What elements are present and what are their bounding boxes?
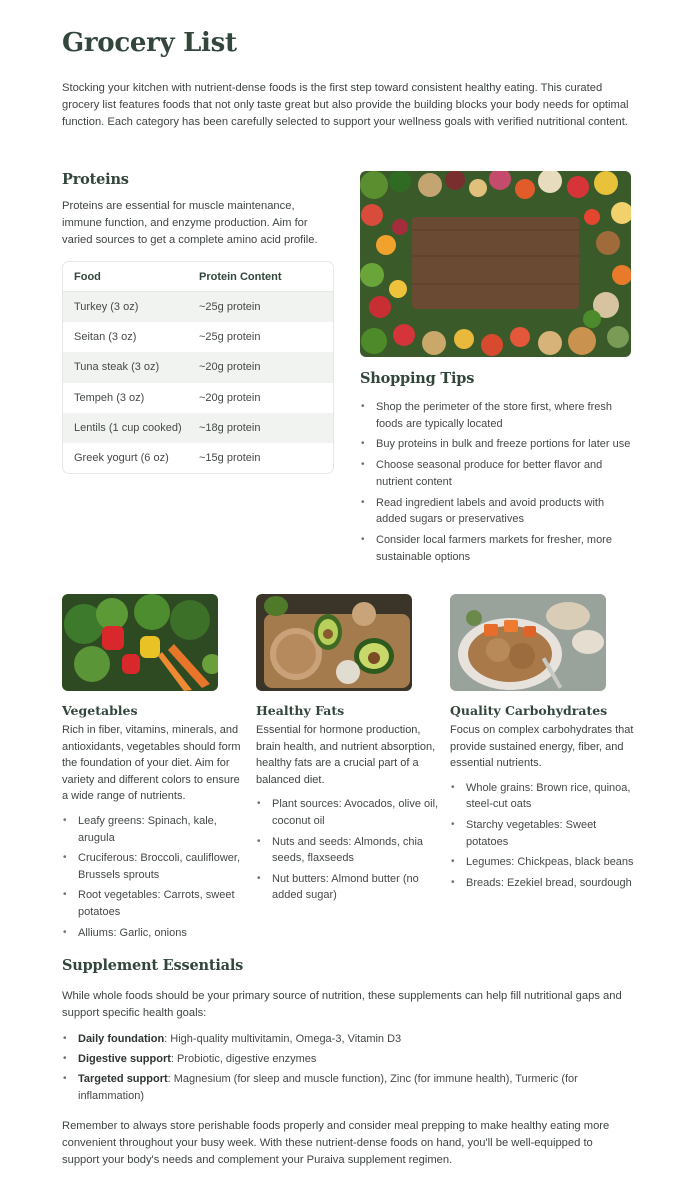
list-item — [62, 1071, 632, 1104]
table-row — [63, 383, 333, 413]
list-item: • Cruciferous: Broccoli, cauliflower, Brussels sprouts — [62, 850, 246, 883]
food-cell: Turkey (3 oz) — [74, 301, 139, 314]
vegetables-illustration — [62, 594, 218, 691]
proteins-section — [62, 171, 334, 474]
list-item — [62, 1031, 632, 1048]
protein-table-header — [63, 262, 333, 292]
table-row — [63, 443, 333, 473]
supplements-description: While whole foods should be your primary source of nutrition, these supplements can help fill nutritional gaps and support specific health goals: — [62, 990, 622, 1019]
vegetables-heading: Vegetables — [62, 703, 138, 718]
intro-paragraph: Stocking your kitchen with nutrient-dense foods is the first step toward consistent healthy eating. This curated grocery list features foods that not only taste great but also provide the building blocks your body needs for optimal function. Each category has been carefully selected to support your wellness goals with verified nutritional content. — [62, 82, 629, 128]
table-row — [63, 352, 333, 382]
list-item: • Consider local farmers markets for fresher, more sustainable options — [360, 532, 632, 565]
protein-cell: ~18g protein — [199, 421, 261, 434]
produce-flatlay-illustration — [360, 171, 631, 357]
food-cell: Greek yogurt (6 oz) — [74, 452, 169, 465]
list-item: • Shop the perimeter of the store first, where fresh foods are typically located — [360, 399, 632, 432]
vegetables-description: Rich in fiber, vitamins, minerals, and antioxidants, vegetables should form the foundation of your diet. Aim for variety and different colors to ensure a wide range of nutrients. — [62, 724, 241, 803]
healthy-fats-illustration — [256, 594, 412, 691]
healthy-fats-image — [256, 594, 412, 691]
protein-cell: ~25g protein — [199, 301, 261, 314]
protein-cell: ~20g protein — [199, 361, 261, 374]
list-item: • Choose seasonal produce for better flavor and nutrient content — [360, 457, 632, 490]
list-item: • Whole grains: Brown rice, quinoa, steel-cut oats — [450, 780, 634, 813]
food-cell: Seitan (3 oz) — [74, 331, 137, 344]
food-cell: Tempeh (3 oz) — [74, 391, 145, 404]
quality-carbs-heading: Quality Carbohydrates — [450, 703, 608, 718]
proteins-heading: Proteins — [62, 171, 129, 188]
list-item: • Nuts and seeds: Almonds, chia seeds, flaxseeds — [256, 834, 440, 867]
quality-carbs-list — [450, 780, 634, 892]
protein-cell: ~15g protein — [199, 452, 261, 465]
food-cell: Lentils (1 cup cooked) — [74, 421, 182, 434]
produce-hero-image — [360, 171, 631, 357]
list-item: • Breads: Ezekiel bread, sourdough — [450, 875, 634, 892]
proteins-description: Proteins are essential for muscle maintenance, immune function, and enzyme production. Aim for varied sources to get a complete amino acid profile. — [62, 200, 318, 246]
list-item — [62, 1051, 632, 1068]
healthy-fats-section — [256, 594, 440, 908]
vegetables-section — [62, 594, 246, 945]
page-title: Grocery List — [62, 28, 237, 58]
protein-cell: ~20g protein — [199, 391, 261, 404]
list-item: • Nut butters: Almond butter (no added sugar) — [256, 871, 440, 904]
supplement-label: Daily foundation — [78, 1033, 165, 1045]
shopping-tips-list — [360, 399, 632, 565]
supplements-list — [62, 1031, 632, 1105]
shopping-tips-heading: Shopping Tips — [360, 370, 475, 387]
supplement-label: Targeted support — [78, 1073, 168, 1086]
supplement-text: : Probiotic, digestive enzymes — [170, 1053, 317, 1066]
list-item: • Alliums: Garlic, onions — [62, 925, 246, 942]
supplement-label: Digestive support — [78, 1053, 171, 1066]
list-item: • Legumes: Chickpeas, black beans — [450, 854, 634, 871]
healthy-fats-list — [256, 796, 440, 904]
healthy-fats-description: Essential for hormone production, brain health, and nutrient absorption, healthy fats are a crucial part of a balanced diet. — [256, 724, 436, 786]
supplements-section — [62, 957, 632, 1169]
table-row — [63, 292, 333, 322]
column-header-protein: Protein Content — [199, 270, 282, 283]
protein-table — [62, 261, 334, 474]
list-item: • Read ingredient labels and avoid products with added sugars or preservatives — [360, 495, 632, 528]
closing-paragraph: Remember to always store perishable foods properly and consider meal prepping to make healthy eating more convenient throughout your busy week. With these nutrient-dense foods on hand, you'll be well-equipped to support your body's needs and complement your Puraiva supplement regimen. — [62, 1119, 610, 1166]
quality-carbs-section — [450, 594, 634, 895]
list-item: • Starchy vegetables: Sweet potatoes — [450, 817, 634, 850]
protein-cell: ~25g protein — [199, 331, 261, 344]
shopping-tips-section — [360, 370, 632, 569]
table-row — [63, 322, 333, 352]
quality-carbs-illustration — [450, 594, 606, 691]
supplement-text: : Magnesium (for sleep and muscle function), Zinc (for immune health), Turmeric (for inflammation) — [78, 1073, 578, 1102]
list-item: • Plant sources: Avocados, olive oil, coconut oil — [256, 796, 440, 829]
column-header-food: Food — [74, 270, 101, 283]
food-cell: Tuna steak (3 oz) — [74, 361, 160, 374]
list-item: • Buy proteins in bulk and freeze portions for later use — [360, 436, 632, 453]
vegetables-list — [62, 813, 246, 941]
table-row — [63, 413, 333, 443]
list-item: • Leafy greens: Spinach, kale, arugula — [62, 813, 246, 846]
quality-carbs-image — [450, 594, 606, 691]
healthy-fats-heading: Healthy Fats — [256, 703, 345, 718]
list-item: • Root vegetables: Carrots, sweet potatoes — [62, 887, 246, 920]
quality-carbs-description: Focus on complex carbohydrates that provide sustained energy, fiber, and essential nutrients. — [450, 724, 634, 770]
vegetables-image — [62, 594, 218, 691]
supplements-heading: Supplement Essentials — [62, 957, 244, 974]
supplement-text: : High-quality multivitamin, Omega-3, Vitamin D3 — [164, 1033, 402, 1045]
